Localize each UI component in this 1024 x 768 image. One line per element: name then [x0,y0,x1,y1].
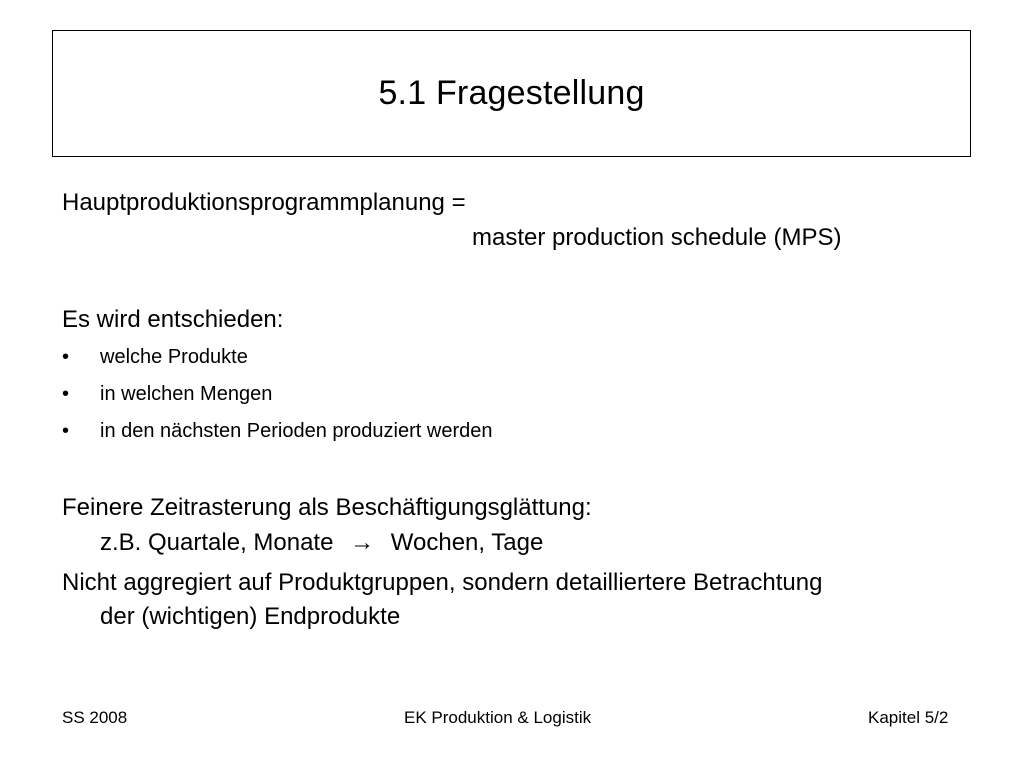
slide-title-box [52,30,971,157]
decision-item-periods: in den nächsten Perioden produziert werden [100,420,493,442]
footer-chapter: Kapitel 5/2 [868,708,949,727]
bullet-marker: • [62,420,70,442]
granularity-example [100,529,543,557]
bullet-marker: • [62,383,70,405]
footer-semester: SS 2008 [62,708,128,727]
slide-title: 5.1 Fragestellung [378,74,645,112]
decision-item-products: welche Produkte [100,346,248,368]
decision-item-quantities: in welchen Mengen [100,383,273,405]
aggregation-text-line1: Nicht aggregiert auf Produktgruppen, sondern detailliertere Betrachtung [62,569,823,596]
footer-course: EK Produktion & Logistik [404,708,592,727]
aggregation-text-line2: der (wichtigen) Endprodukte [100,603,401,630]
definition-translation: master production schedule (MPS) [472,224,842,251]
definition-term: Hauptproduktionsprogrammplanung = [62,189,466,216]
arrow-right-icon: → [350,529,375,556]
bullet-marker: • [62,346,70,368]
granularity-example-to: Wochen, Tage [390,529,544,556]
granularity-text: Feinere Zeitrasterung als Beschäftigungsglättung: [62,494,592,521]
granularity-example-from: z.B. Quartale, Monate [100,529,334,556]
decision-heading: Es wird entschieden: [62,306,284,333]
